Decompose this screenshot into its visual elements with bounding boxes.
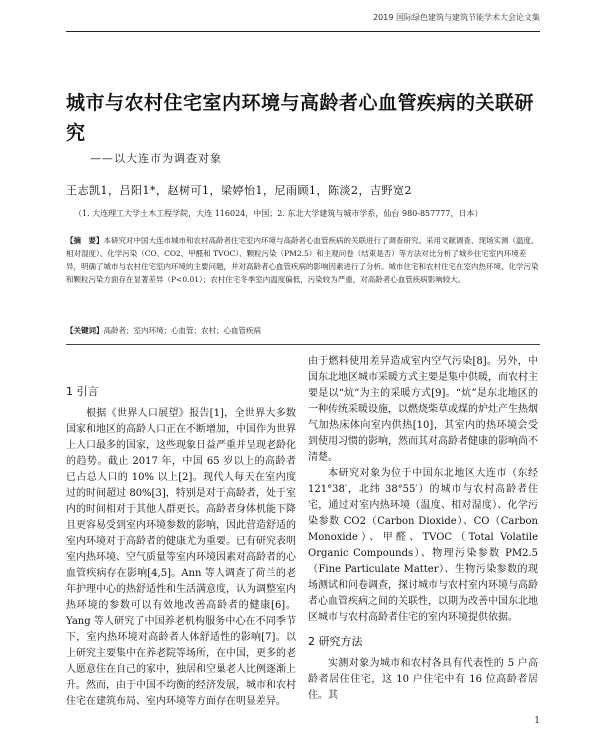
abstract-text: 本研究对中国大连市城市和农村高龄者住宅室内环境与高龄者心血管疾病的关联进行了调查研究。采用文献调查、现场实测（温度、相对湿度）、化学污染（CO、CO2、甲醛和 TVOC）、颗粒污染（PM2.5）和主观问卷（结束是否）等方法对比分析了城乡住宅室内环境差异，明确了城市与农村住宅室内环境的主要问题，并对高龄者心血管疾病的影响因素进行了分析。城市住宅和农村住宅在室内热环境、化学污染和颗粒污染方面存在显著差异（P<0.01）；农村住宅冬季室内温度偏低，污染较为严重，对高龄者心血管疾病影响较大。 — [66, 236, 539, 284]
study-scope-paragraph: 本研究对象为位于中国东北地区大连市（东经 121°38′，北纬 38°55′）的城市与农村高龄者住宅，通过对室内热环境（温度、相对湿度）、化学污染参数 CO2（Carbon Dioxide）、CO（Carbon Monoxide）、甲醛、TVOC（Total Volatile Organic Compounds）、物理污染参数 PM2.5（Fine Particulate Matter）、生物污染参数的现场测试和问卷调查，探讨城市与农村室内环境与高龄者心血管疾病之间的关联性，以期为改善中国东北地区城市与农村高龄者住宅的室内环境提供依据。 — [308, 468, 538, 623]
header-rule — [66, 31, 540, 32]
abstract-label: 【摘 要】 — [66, 236, 104, 245]
intro-paragraph: 根据《世界人口展望》报告[1]，全世界大多数国家和地区的高龄人口正在不断增加，中国作为世界上人口最多的国家，这些现象日益严重并呈现老龄化的趋势。截止 2017 年，中国 65 岁以上的高龄者已占总人口的 10% 以上[2]。现代人每天在室内度过的时间超过 80%[3]，特别是对于高龄者，处于室内的时间相对于其他人群更长。高龄者身体机能下降且更容易受到室内环境参数的影响，因此营造舒适的室内环境对于高龄者的健康尤为重要。已有研究表明室内热环境、空气质量等室内环境因素对高龄者的心血管疾病存在影响[4,5]。Ann 等人调查了荷兰的老年护理中心的热舒适性和生活满意度，认为调整室内热环境的参数可以有效地改善高龄者的健康[6]。Yang 等人研究了中国养老机构服务中心在不同季节下，室内热环境对高龄者人体舒适性的影响[7]。以上研究主要集中在养老院等场所，在中国，更多的老人愿意住在自己的家中，独居和空巢老人比例逐渐上升。然而，由于中国不均衡的经济发展，城市和农村住宅在建筑布局、室内环境等方面存在明显差异。 — [66, 408, 296, 707]
keywords-text: 高龄者；室内环境；心血管；农村；心血管疾病 — [103, 326, 261, 335]
intro-paragraph-continued: 由于燃料使用差异造成室内空气污染[8]。另外，中国东北地区城市采暖方式主要是集中供暖，而农村主要是以“炕”为主的采暖方式[9]。“炕”是东北地区的一种传统采暖设施，以燃烧柴草或煤的炉灶产生热烟气加热床体向室内供热[10]，其室内的热环境会受到使用习惯的影响，然而其对高龄者健康的影响尚不清楚。 — [308, 356, 538, 463]
section-heading-intro: 1 引言 — [66, 385, 99, 398]
abstract-rule — [66, 344, 540, 345]
methods-paragraph: 实测对象为城市和农村各具有代表性的 5 户高龄者居住住宅，这 10 户住宅中有 16 位高龄者居住。其 — [308, 658, 538, 701]
running-header: 2019 国际绿色建筑与建筑节能学术大会论文集 — [373, 13, 540, 22]
affiliation: （1. 大连理工大学土木工程学院，大连 116024，中国；2. 东北大学建筑与城市学系，仙台 980-857777，日本） — [74, 209, 483, 218]
right-column — [308, 354, 538, 714]
paper-subtitle: ——以大连市为调查对象 — [90, 152, 222, 165]
section-heading-methods: 2 研究方法 — [308, 635, 363, 648]
author-list: 王志凯1，吕阳1*，赵树可1，梁婷怡1，尼雨顾1，陈淡2，吉野宽2 — [66, 184, 412, 197]
abstract — [66, 234, 540, 338]
paper-title: 城市与农村住宅室内环境与高龄者心血管疾病的关联研究 — [66, 92, 535, 144]
page-number: 1 — [534, 716, 540, 726]
page-header — [0, 0, 600, 30]
keywords — [66, 325, 540, 336]
keywords-label: 【关键词】 — [66, 326, 104, 335]
left-column — [66, 384, 296, 714]
